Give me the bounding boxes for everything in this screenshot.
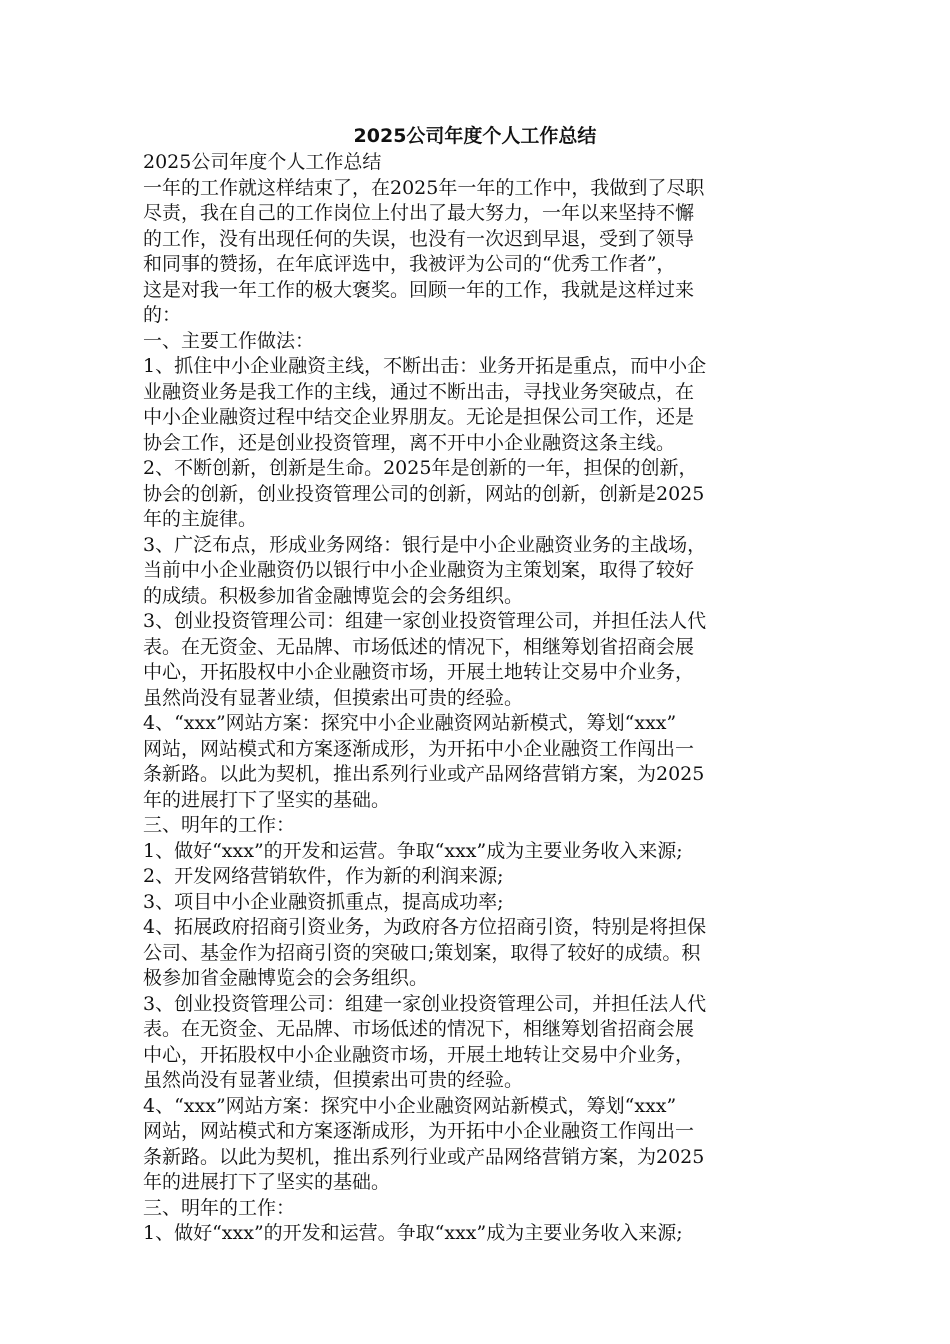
text-line: 协会工作，还是创业投资管理，离不开中小企业融资这条主线。 <box>143 431 676 454</box>
text-line: 当前中小企业融资仍以银行中小企业融资为主策划案，取得了较好 <box>143 559 695 581</box>
text-line: 协会的创新，创业投资管理公司的创新，网站的创新，创新是2025 <box>143 482 705 505</box>
text-line: 虽然尚没有显著业绩，但摸索出可贵的经验。 <box>143 686 524 709</box>
text-line: 3、创业投资管理公司：组建一家创业投资管理公司，并担任法人代 <box>143 610 707 632</box>
text-line: 2、不断创新，创新是生命。2025年是创新的一年，担保的创新， <box>143 457 698 479</box>
text-line: 一、主要工作做法： <box>143 329 315 352</box>
text-line: 表。在无资金、无品牌、市场低述的情况下，相继筹划省招商会展 <box>143 635 695 658</box>
text-line: 4、“xxx”网站方案：探究中小企业融资网站新模式，筹划“xxx” <box>143 1094 677 1117</box>
text-line: 3、项目中小企业融资抓重点，提高成功率; <box>143 890 504 913</box>
text-line: 年的进展打下了坚实的基础。 <box>143 1171 391 1193</box>
text-line: 4、拓展政府招商引资业务，为政府各方位招商引资，特别是将担保 <box>143 916 707 938</box>
document-body <box>143 150 823 1247</box>
text-line: 三、明年的工作： <box>143 1196 296 1219</box>
text-line: 公司、基金作为招商引资的突破口;策划案，取得了较好的成绩。积 <box>143 941 701 964</box>
text-line: 中小企业融资过程中结交企业界朋友。无论是担保公司工作，还是 <box>143 406 695 428</box>
text-line: 条新路。以此为契机，推出系列行业或产品网络营销方案，为2025 <box>143 1145 705 1168</box>
text-line: 中心，开拓股权中小企业融资市场，开展土地转让交易中介业务， <box>143 661 695 683</box>
text-line: 3、广泛布点，形成业务网络：银行是中小企业融资业务的主战场， <box>143 533 707 556</box>
text-line: 虽然尚没有显著业绩，但摸索出可贵的经验。 <box>143 1069 524 1091</box>
text-line: 1、做好“xxx”的开发和运营。争取“xxx”成为主要业务收入来源; <box>143 839 683 862</box>
text-line: 的： <box>143 304 182 326</box>
text-line: 这是对我一年工作的极大褒奖。回顾一年的工作，我就是这样过来 <box>143 278 695 301</box>
text-line: 一年的工作就这样结束了，在2025年一年的工作中，我做到了尽职 <box>143 176 705 199</box>
text-line: 三、明年的工作： <box>143 814 296 836</box>
text-line: 年的主旋律。 <box>143 508 258 530</box>
text-line: 的成绩。积极参加省金融博览会的会务组织。 <box>143 584 524 607</box>
text-line: 条新路。以此为契机，推出系列行业或产品网络营销方案，为2025 <box>143 763 705 785</box>
text-line: 年的进展打下了坚实的基础。 <box>143 788 391 811</box>
text-line: 表。在无资金、无品牌、市场低述的情况下，相继筹划省招商会展 <box>143 1018 695 1040</box>
text-line: 业融资业务是我工作的主线，通过不断出击，寻找业务突破点，在 <box>143 380 695 403</box>
text-line: 极参加省金融博览会的会务组织。 <box>143 967 429 989</box>
text-line: 3、创业投资管理公司：组建一家创业投资管理公司，并担任法人代 <box>143 992 707 1015</box>
document-title: 2025公司年度个人工作总结 <box>353 125 597 147</box>
text-line: 的工作，没有出现任何的失误，也没有一次迟到早退，受到了领导 <box>143 227 695 250</box>
text-line: 4、“xxx”网站方案：探究中小企业融资网站新模式，筹划“xxx” <box>143 712 677 734</box>
text-line: 2、开发网络营销软件，作为新的利润来源; <box>143 865 504 887</box>
text-line: 和同事的赞扬，在年底评选中，我被评为公司的“优秀工作者”， <box>143 253 676 275</box>
text-line: 网站，网站模式和方案逐渐成形，为开拓中小企业融资工作闯出一 <box>143 737 695 760</box>
text-line: 尽责，我在自己的工作岗位上付出了最大努力，一年以来坚持不懈 <box>143 202 695 224</box>
text-line: 1、做好“xxx”的开发和运营。争取“xxx”成为主要业务收入来源; <box>143 1222 683 1244</box>
text-line: 中心，开拓股权中小企业融资市场，开展土地转让交易中介业务， <box>143 1043 695 1066</box>
text-line: 网站，网站模式和方案逐渐成形，为开拓中小企业融资工作闯出一 <box>143 1120 695 1142</box>
text-line: 2025公司年度个人工作总结 <box>143 151 382 173</box>
text-line: 1、抓住中小企业融资主线，不断出击：业务开拓是重点，而中小企 <box>143 355 707 377</box>
